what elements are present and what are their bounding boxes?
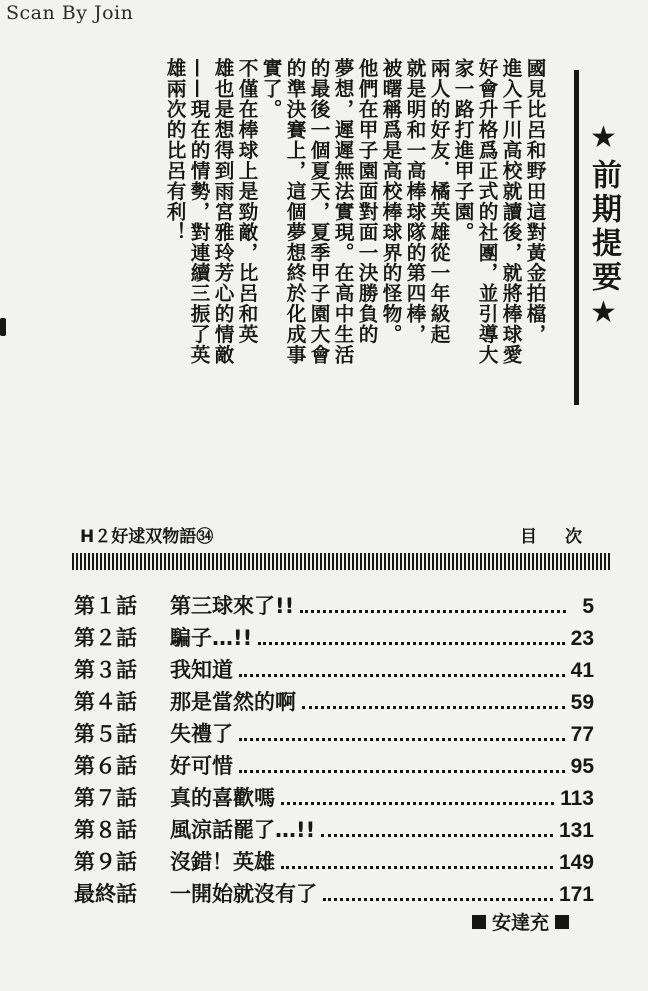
- summary-line: 兩人的好友．橘英雄從一年級起: [427, 58, 450, 345]
- summary-line: 不僅在棒球上是勁敵，比呂和英: [235, 58, 258, 345]
- chapter-title: 一開始就沒有了: [170, 882, 317, 906]
- chapter-title: 沒錯！英雄: [170, 850, 275, 874]
- toc-row: [74, 718, 594, 750]
- chapter-title: 那是當然的啊: [170, 690, 296, 714]
- dot-leader: [281, 866, 553, 869]
- toc-header: [80, 522, 610, 548]
- chapter-title: 第三球來了!!: [170, 594, 295, 618]
- toc-row: [74, 686, 594, 718]
- chapter-page: 59: [570, 691, 594, 714]
- dot-leader: [321, 834, 553, 837]
- scan-credit: Scan By Join: [6, 2, 134, 24]
- summary-line: 好會升格爲正式的社團，並引導大: [475, 58, 498, 365]
- square-bullet-icon: [472, 915, 486, 929]
- series-title: H２好逑双物語㉞: [80, 527, 214, 547]
- chapter-page: 41: [570, 659, 594, 682]
- summary-line: 實了。: [259, 58, 282, 120]
- chapter-title: 真的喜歡嗎: [170, 786, 275, 810]
- toc-row: [74, 654, 594, 686]
- chapter-number: 第５話: [74, 722, 137, 746]
- dot-leader: [302, 706, 565, 709]
- chapter-number: 第６話: [74, 754, 137, 778]
- table-of-contents: [74, 590, 594, 910]
- chapter-title: 風涼話罷了…!!: [170, 818, 316, 842]
- chapter-number: 第４話: [74, 690, 137, 714]
- summary-line: 進入千川高校就讀後，就將棒球愛: [499, 58, 522, 365]
- toc-heading: 目次: [520, 527, 610, 547]
- chapter-page: 5: [582, 595, 594, 618]
- dot-leader: [323, 898, 553, 901]
- chapter-page: 95: [570, 755, 594, 778]
- chapter-number: 第７話: [74, 786, 137, 810]
- chapter-number: 最終話: [74, 882, 137, 906]
- summary-line: 夢想，遲遲無法實現。在高中生活: [331, 58, 354, 365]
- dot-leader: [239, 674, 565, 677]
- chapter-title: 好可惜: [170, 754, 233, 778]
- toc-row: [74, 590, 594, 622]
- dot-leader: [239, 770, 565, 773]
- summary-text: [164, 58, 544, 458]
- toc-row: [74, 814, 594, 846]
- chapter-page: 77: [570, 723, 594, 746]
- summary-line: 就是明和一高棒球隊的第四棒，: [403, 58, 426, 345]
- chapter-title: 我知道: [170, 658, 233, 682]
- summary-line: 家一路打進甲子園。: [451, 58, 474, 243]
- chapter-number: 第９話: [74, 850, 137, 874]
- author-credit: [472, 908, 569, 935]
- heading-rule: [574, 70, 579, 405]
- toc-row: [74, 782, 594, 814]
- chapter-title: 騙子…!!: [170, 626, 253, 650]
- square-bullet-icon: [555, 915, 569, 929]
- author-name: 安達充: [492, 912, 550, 934]
- chapter-page: 113: [560, 787, 594, 810]
- page-edge-mark: [0, 318, 6, 336]
- dot-leader: [258, 642, 564, 645]
- chapter-number: 第８話: [74, 818, 137, 842]
- dot-leader: [239, 738, 565, 741]
- chapter-number: 第１話: [74, 594, 137, 618]
- toc-row: [74, 750, 594, 782]
- summary-line: 雄兩次的比呂有利！: [163, 58, 186, 243]
- summary-line: 雄也是想得到雨宮雅玲芳心的情敵: [211, 58, 234, 365]
- chapter-number: 第２話: [74, 626, 137, 650]
- summary-line: 被曙稱爲是高校棒球界的怪物。: [379, 58, 402, 345]
- chapter-page: 131: [558, 819, 594, 842]
- toc-row: [74, 878, 594, 910]
- chapter-number: 第３話: [74, 658, 137, 682]
- chapter-page: 171: [558, 883, 594, 906]
- chapter-page: 23: [570, 627, 594, 650]
- dot-leader: [281, 802, 554, 805]
- summary-line: 國見比呂和野田這對黃金拍檔，: [523, 58, 546, 345]
- toc-row: [74, 622, 594, 654]
- summary-heading: ★前期提要★: [586, 120, 621, 334]
- chapter-page: 149: [558, 851, 594, 874]
- summary-line: 的準決賽上，這個夢想終於化成事: [283, 58, 306, 365]
- summary-line: ——現在的情勢，對連續三振了英: [187, 58, 210, 365]
- chapter-title: 失禮了: [170, 722, 233, 746]
- toc-divider-bar: [72, 553, 612, 570]
- toc-row: [74, 846, 594, 878]
- summary-line: 的最後一個夏天，夏季甲子園大會: [307, 58, 330, 365]
- dot-leader: [300, 610, 566, 613]
- summary-line: 他們在甲子園面對面一決勝負的: [355, 58, 378, 345]
